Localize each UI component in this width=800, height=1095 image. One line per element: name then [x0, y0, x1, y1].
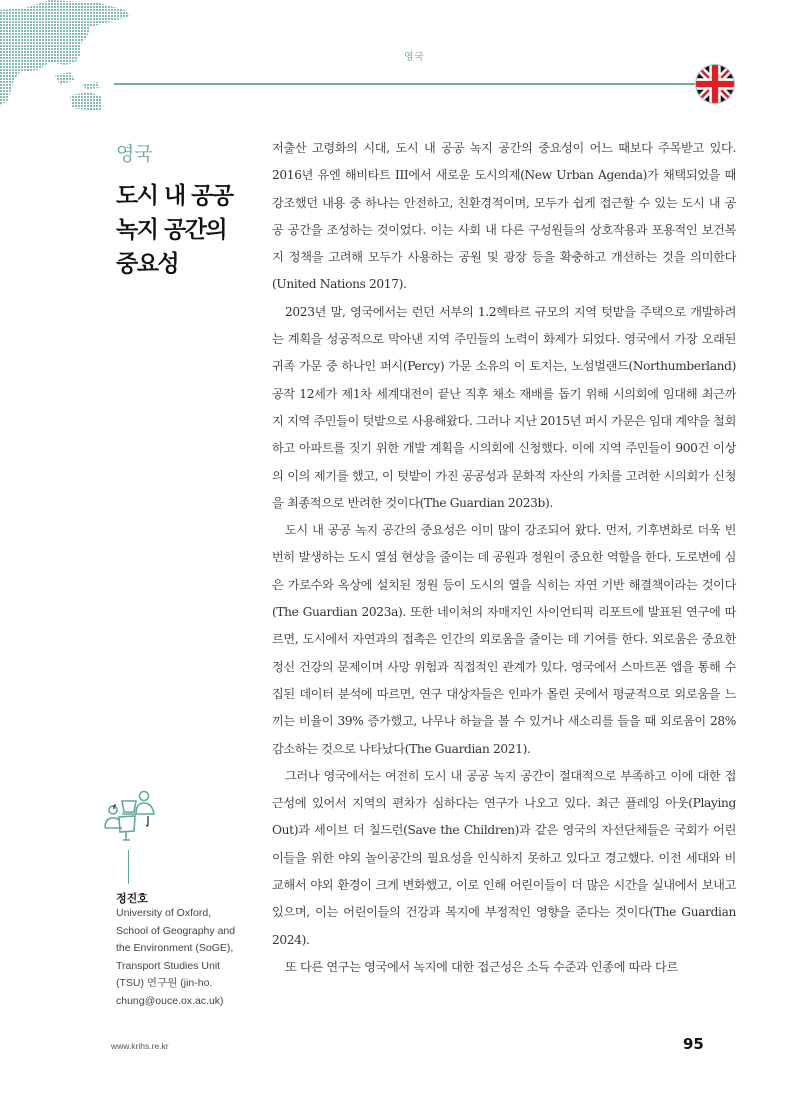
- paragraph: 또 다른 연구는 영국에서 녹지에 대한 접근성은 소득 수준과 인종에 따라 다르: [285, 959, 678, 974]
- world-map-dots-decoration: [0, 0, 135, 120]
- paragraph: 저출산 고령화의 시대, 도시 내 공공 녹지 공간의 중요성이 어느 때보다 주목받고 있다. 2016년 유엔 해비타트 III에서 새로운 도시의제(New Urban Agenda)가 채택되었을 때 강조했던 내용 중 하나는 안전하고, 친환경적이며, 모두가 쉽게 접근할 수 있는 도시 내 공공 공간을 조성하는 것이었다. 이는 사회 내 다른 구성원들의 상호작용과 포용적인 보건복지 정책을 고려해 모두가 사용하는 공원 및 광장 등을 확충하고 개선하는 것을 의미한다(United Nations 2017).: [272, 141, 736, 292]
- author-name: 정진호: [116, 892, 148, 905]
- article-title: [116, 179, 233, 281]
- affiliation-line: chung@ouce.ox.ac.uk): [116, 994, 224, 1007]
- affiliation-line: University of Oxford,: [116, 907, 212, 919]
- title-line: 도시 내 공공: [116, 183, 233, 209]
- title-line: 녹지 공간의: [116, 217, 227, 243]
- running-head: 영국: [404, 52, 425, 63]
- affiliation-line: (TSU) 연구원 (jin-ho.: [116, 977, 213, 989]
- country-label: 영국: [116, 143, 153, 165]
- title-line: 중요성: [116, 251, 179, 277]
- page-number: 95: [683, 1035, 704, 1053]
- paragraph: 2023년 말, 영국에서는 런던 서부의 1.2헥타르 규모의 지역 텃밭을 주택으로 개발하려는 계획을 성공적으로 막아낸 지역 주민들의 노력이 화제가 되었다. 영국에서 가장 오래된 귀족 가문 중 하나인 퍼시(Percy) 가문 소유의 이 토지는, 노섬벌랜드(Northumberland) 공작 12세가 제1차 세계대전이 끝난 직후 채소 재배를 돕기 위해 시의회에 임대해 최근까지 지역 주민들이 텃밭으로 사용해왔다. 그러나 지난 2015년 퍼시 가문은 임대 계약을 철회하고 아파트를 짓기 위한 개발 계획을 시의회에 신청했다. 이에 지역 주민들이 900건 이상의 이의 제기를 했고, 이 텃밭이 가진 공공성과 문화적 자산의 가치를 고려한 시의회가 신청을 최종적으로 반려한 것이다(The Guardian 2023b).: [272, 304, 736, 510]
- uk-flag-icon: [696, 65, 734, 103]
- paragraph: 그러나 영국에서는 여전히 도시 내 공공 녹지 공간이 절대적으로 부족하고 이에 대한 접근성에 있어서 지역의 편차가 심하다는 연구가 나오고 있다. 최근 플레잉 아웃(Playing Out)과 세이브 더 칠드런(Save the Children)과 같은 영국의 자선단체들은 국회가 어린이들을 위한 야외 놀이공간의 필요성을 인식하지 못하고 있다고 경고했다. 이전 세대와 비교해서 야외 환경이 크게 변화했고, 이로 인해 어린이들이 더 많은 시간을 실내에서 보내고 있으며, 이는 어린이들의 건강과 복지에 부정적인 영향을 준다는 것이다(The Guardian 2024).: [272, 768, 736, 947]
- article-body: [272, 135, 736, 981]
- author-connector-line: [128, 850, 129, 884]
- affiliation-line: the Environment (SoGE),: [116, 942, 234, 954]
- header-divider: [114, 83, 704, 85]
- author-affiliation: [116, 905, 266, 1010]
- people-at-computers-icon: [102, 788, 162, 848]
- affiliation-line: Transport Studies Unit: [116, 959, 221, 972]
- footer-url-link[interactable]: www.krihs.re.kr: [111, 1041, 169, 1051]
- paragraph: 도시 내 공공 녹지 공간의 중요성은 이미 많이 강조되어 왔다. 먼저, 기후변화로 더욱 빈번히 발생하는 도시 열섬 현상을 줄이는 데 공원과 정원이 중요한 역할을 한다. 도로변에 심은 가로수와 옥상에 설치된 정원 등이 도시의 열을 식히는 자연 기반 해결책이라는 것이다(The Guardian 2023a). 또한 네이처의 자매지인 사이언티픽 리포트에 발표된 연구에 따르면, 도시에서 자연과의 접촉은 인간의 외로움을 줄이는 데 기여를 한다. 외로움은 중요한 정신 건강의 문제이며 사망 위험과 직접적인 관계가 있다. 영국에서 스마트폰 앱을 통해 수집된 데이터 분석에 따르면, 연구 대상자들은 인파가 몰린 곳에서 평균적으로 외로움을 느끼는 비율이 39% 증가했고, 나무나 하늘을 볼 수 있거나 새소리를 들을 때 외로움이 28% 감소하는 것으로 나타났다(The Guardian 2021).: [272, 523, 736, 756]
- affiliation-line: School of Geography and: [116, 924, 236, 937]
